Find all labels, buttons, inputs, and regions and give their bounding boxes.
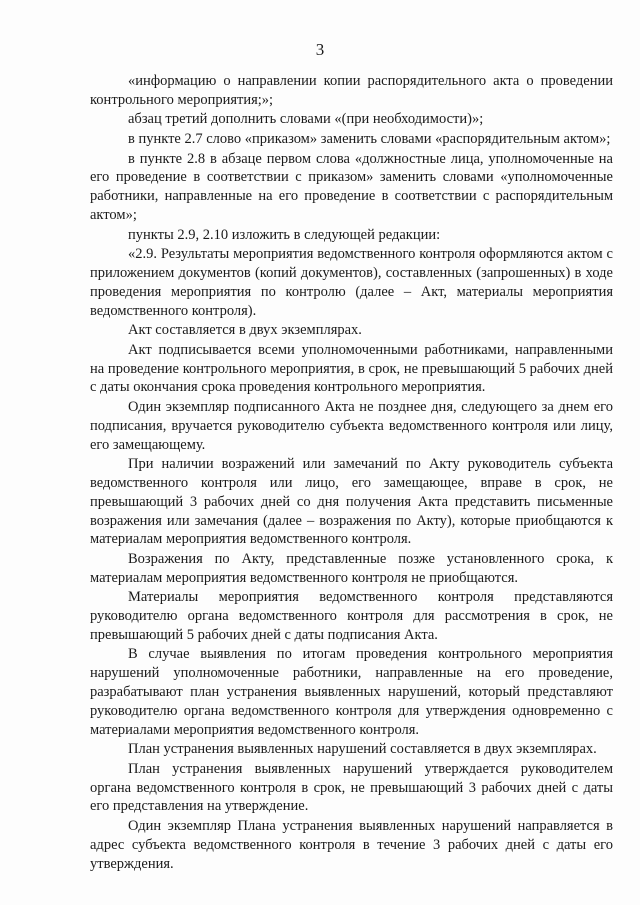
paragraph: Один экземпляр Плана устранения выявленных нарушений направляется в адрес субъекта ведомственного контроля в течение 3 рабочих дней с даты его утверждения. xyxy=(90,818,613,872)
paragraph: «2.9. Результаты мероприятия ведомственного контроля оформляются актом с приложением документов (копий документов), составленных (запрошенных) в ходе проведения мероприятия по контролю (далее – Акт, материалы мероприятия ведомственного контроля). xyxy=(90,246,613,319)
paragraph: «информацию о направлении копии распорядительного акта о проведении контрольного мероприятия;»; xyxy=(90,73,613,108)
page-number: 3 xyxy=(315,40,325,59)
paragraph: Материалы мероприятия ведомственного контроля представляются руководителю органа ведомственного контроля для рассмотрения в срок, не превышающий 5 рабочих дней с даты подписания Акта. xyxy=(90,589,613,643)
paragraph: При наличии возражений или замечаний по Акту руководитель субъекта ведомственного контроля или лицо, его замещающее, вправе в срок, не превышающий 3 рабочих дней со дня получения Акта представить письменные возражения или замечания (далее – возражения по Акту), которые приобщаются к материалам мероприятия ведомственного контроля. xyxy=(90,456,613,548)
paragraph: Акт подписывается всеми уполномоченными работниками, направленными на проведение контрольного мероприятия, в срок, не превышающий 5 рабочих дней с даты окончания срока проведения контрольного мероприятия. xyxy=(90,341,613,396)
paragraph: Возражения по Акту, представленные позже установленного срока, к материалам мероприятия ведомственного контроля не приобщаются. xyxy=(90,550,613,586)
paragraph: в пункте 2.7 слово «приказом» заменить словами «распорядительным актом»; xyxy=(128,130,611,147)
paragraph: Один экземпляр подписанного Акта не позднее дня, следующего за днем его подписания, вручается руководителю субъекта ведомственного контроля или лицу, его замещающему. xyxy=(90,398,613,453)
paragraph: абзац третий дополнить словами «(при необходимости)»; xyxy=(128,111,484,128)
paragraph: пункты 2.9, 2.10 изложить в следующей редакции: xyxy=(128,226,441,243)
paragraph: Акт составляется в двух экземплярах. xyxy=(128,322,362,339)
paragraph: в пункте 2.8 в абзаце первом слова «должностные лица, уполномоченные на его проведение в соответствии с приказом» заменить словами «уполномоченные работники, направленные на его проведение в соответствии с распорядительным актом»; xyxy=(90,150,613,223)
paragraph: В случае выявления по итогам проведения контрольного мероприятия нарушений уполномоченные работники, направленные на его проведение, разрабатывают план устранения выявленных нарушений, который представляют руководителю органа ведомственного контроля для утверждения одновременно с материалами мероприятия ведомственного контроля. xyxy=(90,646,613,738)
document-body xyxy=(90,72,613,874)
paragraph: План устранения выявленных нарушений утверждается руководителем органа ведомственного контроля в срок, не превышающий 3 рабочих дней с даты его представления на утверждение. xyxy=(90,760,613,815)
paragraph: План устранения выявленных нарушений составляется в двух экземплярах. xyxy=(128,741,597,758)
